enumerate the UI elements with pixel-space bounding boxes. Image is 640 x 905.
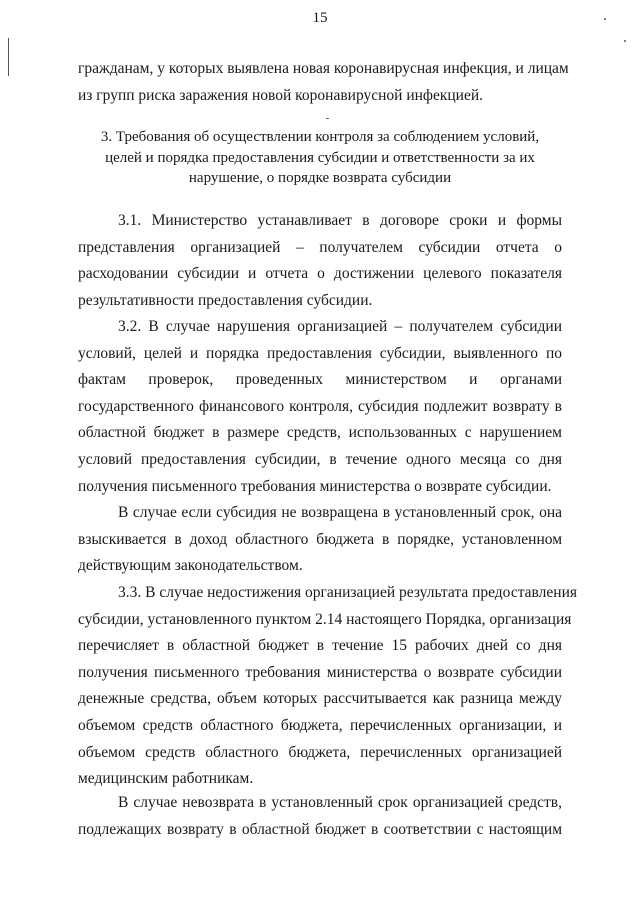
text-line: В случае невозврата в установленный срок организацией средств,	[118, 794, 562, 811]
text-line: 3.3. В случае недостижения организацией результата предоставления	[118, 584, 577, 601]
page-number: 15	[312, 10, 328, 26]
text-line: областной бюджет в размере средств, использованных с нарушением	[78, 424, 562, 442]
heading-line: 3. Требования об осуществлении контроля за соблюдением условий,	[100, 129, 540, 145]
text-line: условий предоставления субсидии, в течение одного месяца со дня	[78, 450, 562, 468]
text-line: 3.2. В случае нарушения организацией – получателем субсидии	[118, 318, 562, 335]
text-line: медицинским работникам.	[78, 770, 254, 788]
text-line: подлежащих возврату в областной бюджет в соответствии с настоящим	[78, 820, 562, 838]
text-line: представления организацией – получателем субсидии отчета о	[78, 238, 562, 256]
text-line: получения письменного требования министерства о возврате субсидии.	[78, 477, 552, 495]
scan-speck	[624, 40, 626, 42]
text-line: результативности предоставления субсидии.	[78, 291, 373, 309]
text-line: получения письменного требования министерства о возврате субсидии	[78, 663, 562, 681]
intro-paragraph	[78, 56, 569, 109]
paragraph-non-refund	[78, 790, 562, 843]
text-line: 3.1. Министерство устанавливает в договоре сроки и формы	[118, 212, 562, 229]
scan-speck	[604, 18, 606, 20]
scan-margin-mark	[8, 38, 9, 76]
scan-speck	[326, 118, 329, 119]
paragraph-3-2	[78, 314, 562, 500]
text-line: В случае если субсидия не возвращена в установленный срок, она	[118, 504, 562, 521]
heading-line: целей и порядка предоставления субсидии и ответственности за их	[105, 149, 535, 166]
text-line: государственного финансового контроля, субсидия подлежит возврату в	[78, 397, 562, 415]
heading-line: нарушение, о порядке возврата субсидии	[188, 170, 452, 186]
section-heading	[78, 127, 562, 189]
paragraph-non-return	[78, 500, 562, 580]
text-line: гражданам, у которых выявлена новая коронавирусная инфекция, и лицам	[78, 60, 569, 77]
text-line: объемом средств областного бюджета, перечисленных организацией	[78, 743, 562, 761]
text-line: условий, целей и порядка предоставления субсидии, выявленного по	[78, 344, 562, 362]
text-line: перечисляет в областной бюджет в течение 15 рабочих дней со дня	[78, 637, 562, 655]
text-line: расходовании субсидии и отчета о достижении целевого показателя	[78, 265, 562, 283]
text-line: субсидии, установленного пунктом 2.14 настоящего Порядка, организация	[78, 610, 572, 628]
paragraph-3-1	[78, 208, 562, 314]
text-line: фактам проверок, проведенных министерством и органами	[78, 371, 562, 389]
paragraph-3-3	[78, 580, 577, 793]
text-line: объемом средств областного бюджета, перечисленных организации, и	[78, 716, 562, 734]
text-line: из групп риска заражения новой коронавирусной инфекцией.	[78, 86, 484, 104]
text-line: взыскивается в доход областного бюджета в порядке, установленном	[78, 530, 562, 548]
text-line: действующим законодательством.	[78, 557, 303, 575]
text-line: денежные средства, объем которых рассчитывается как разница между	[78, 690, 562, 708]
